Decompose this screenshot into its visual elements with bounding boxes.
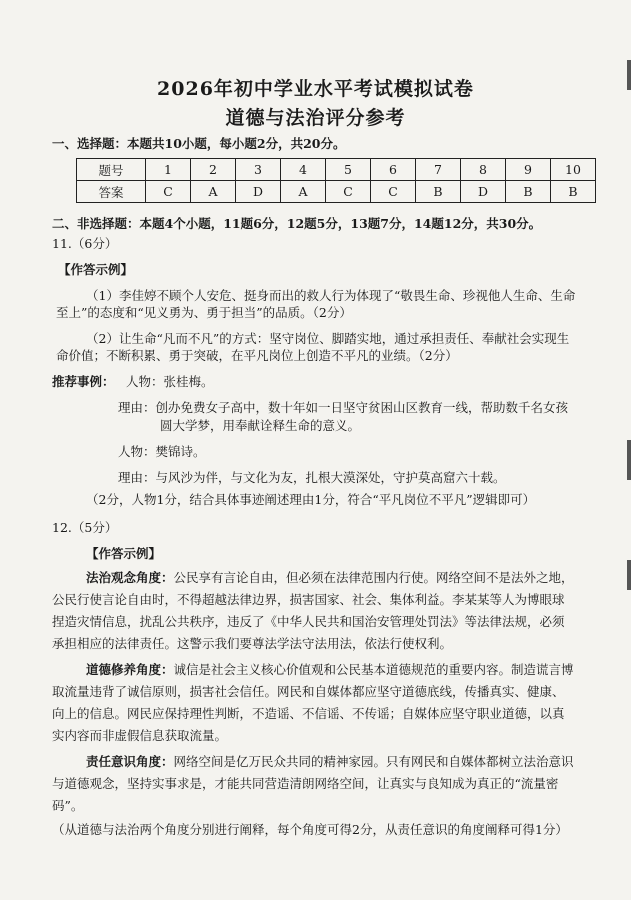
table-row	[77, 159, 596, 181]
q12-angle-responsibility-line3: 码”。	[52, 798, 84, 813]
person-2: 人物：樊锦诗。	[118, 444, 206, 459]
question-number: 7	[416, 159, 461, 181]
answer-table	[76, 158, 596, 203]
q12-angle-moral-line2: 取流量违背了诚信原则，损害社会信任。网民和自媒体都应坚守道德底线，传播真实、健康、	[52, 684, 565, 699]
q12-angle-law-line1	[86, 570, 574, 586]
document-title: 2026年初中学业水平考试模拟试卷	[157, 78, 474, 100]
question-number: 3	[236, 159, 281, 181]
question-number: 2	[191, 159, 236, 181]
q12-angle-moral-line4: 实内容而非虚假信息获取流量。	[52, 728, 228, 743]
q11-part2-line1: （2）让生命“凡而不凡”的方式：坚守岗位、脚踏实地，通过承担责任、奉献社会实现生	[86, 331, 570, 346]
reason-1-line1: 理由：创办免费女子高中，数十年如一日坚守贫困山区教育一线，帮助数千名女孩	[118, 400, 569, 415]
section1-heading: 一、选择题：本题共10小题，每小题2分，共20分。	[52, 136, 346, 151]
q12-angle-responsibility-line1	[86, 754, 574, 770]
q11-header: 11.（6分）	[52, 236, 118, 251]
q12-scoring-note: （从道德与法治两个角度分别进行阐释，每个角度可得2分，从责任意识的角度阐释可得1分）	[52, 822, 568, 837]
answer-cell: B	[416, 181, 461, 203]
answer-cell: C	[371, 181, 416, 203]
reason-1-line2: 圆大学梦，用奉献诠释生命的意义。	[160, 418, 361, 433]
angle-responsibility-label: 责任意识角度：	[86, 754, 174, 769]
angle-law-label: 法治观念角度：	[86, 570, 174, 585]
answer-cell: C	[326, 181, 371, 203]
question-number: 6	[371, 159, 416, 181]
q12-angle-moral-line3: 向上的信息。网民应保持理性判断，不造谣、不信谣、不传谣；自媒体应坚守职业道德，以真	[52, 706, 565, 721]
question-number: 10	[551, 159, 596, 181]
q12-angle-law-line3: 捏造灾情信息，扰乱公共秩序，违反了《中华人民共和国治安管理处罚法》等法律法规，必须	[52, 614, 565, 629]
answer-cell: B	[551, 181, 596, 203]
document-subtitle: 道德与法治评分参考	[225, 107, 406, 129]
scan-edge-mark	[627, 440, 631, 480]
angle-law-text: 公民享有言论自由，但必须在法律范围内行使。网络空间不是法外之地，	[173, 570, 574, 585]
q11-part1-line1: （1）李佳婷不顾个人安危、挺身而出的救人行为体现了“敬畏生命、珍视他人生命、生命	[86, 288, 576, 303]
question-number: 5	[326, 159, 371, 181]
q12-angle-law-line4: 承担相应的法律责任。这警示我们要尊法学法守法用法，依法行使权利。	[52, 636, 453, 651]
answer-cell: A	[281, 181, 326, 203]
q11-part2-line2: 命价值；不断积累、勇于突破，在平凡岗位上创造不平凡的业绩。（2分）	[56, 348, 458, 363]
question-number: 8	[461, 159, 506, 181]
answer-cell: B	[506, 181, 551, 203]
person-1: 人物：张桂梅。	[126, 374, 214, 389]
scan-edge-mark	[627, 60, 631, 90]
row-label-answer: 答案	[77, 181, 146, 203]
q11-example-label: 【作答示例】	[58, 262, 134, 277]
q12-angle-moral-line1	[86, 662, 574, 678]
q11-scoring-note: （2分，人物1分，结合具体事迹阐述理由1分，符合“平凡岗位不平凡”逻辑即可）	[86, 492, 536, 507]
q12-angle-law-line2: 公民行使言论自由时，不得超越法律边界，损害国家、社会、集体利益。李某某等人为博眼球	[52, 592, 565, 607]
answer-cell: A	[191, 181, 236, 203]
q12-angle-responsibility-line2: 与道德观念，坚持实事求是，才能共同营造清朗网络空间，让真实与良知成为真正的“流量密	[52, 776, 559, 791]
answer-cell: C	[146, 181, 191, 203]
recommended-examples-label: 推荐事例：	[52, 374, 115, 389]
question-number: 1	[146, 159, 191, 181]
answer-cell: D	[461, 181, 506, 203]
table-row	[77, 181, 596, 203]
angle-responsibility-text: 网络空间是亿万民众共同的精神家园。只有网民和自媒体都树立法治意识	[173, 754, 574, 769]
question-number: 9	[506, 159, 551, 181]
answer-cell: D	[236, 181, 281, 203]
section2-heading: 二、非选择题：本题4个小题，11题6分，12题5分，13题7分，14题12分，共30分。	[52, 216, 542, 231]
angle-moral-text: 诚信是社会主义核心价值观和公民基本道德规范的重要内容。制造谎言博	[173, 662, 574, 677]
angle-moral-label: 道德修养角度：	[86, 662, 174, 677]
row-label-question: 题号	[77, 159, 146, 181]
reason-2: 理由：与风沙为伴，与文化为友，扎根大漠深处，守护莫高窟六十载。	[118, 470, 506, 485]
q12-header: 12.（5分）	[52, 520, 118, 535]
scan-edge-mark	[627, 560, 631, 590]
q12-example-label: 【作答示例】	[86, 546, 162, 561]
question-number: 4	[281, 159, 326, 181]
q11-part1-line2: 至上”的态度和“见义勇为、勇于担当”的品质。（2分）	[56, 305, 352, 320]
